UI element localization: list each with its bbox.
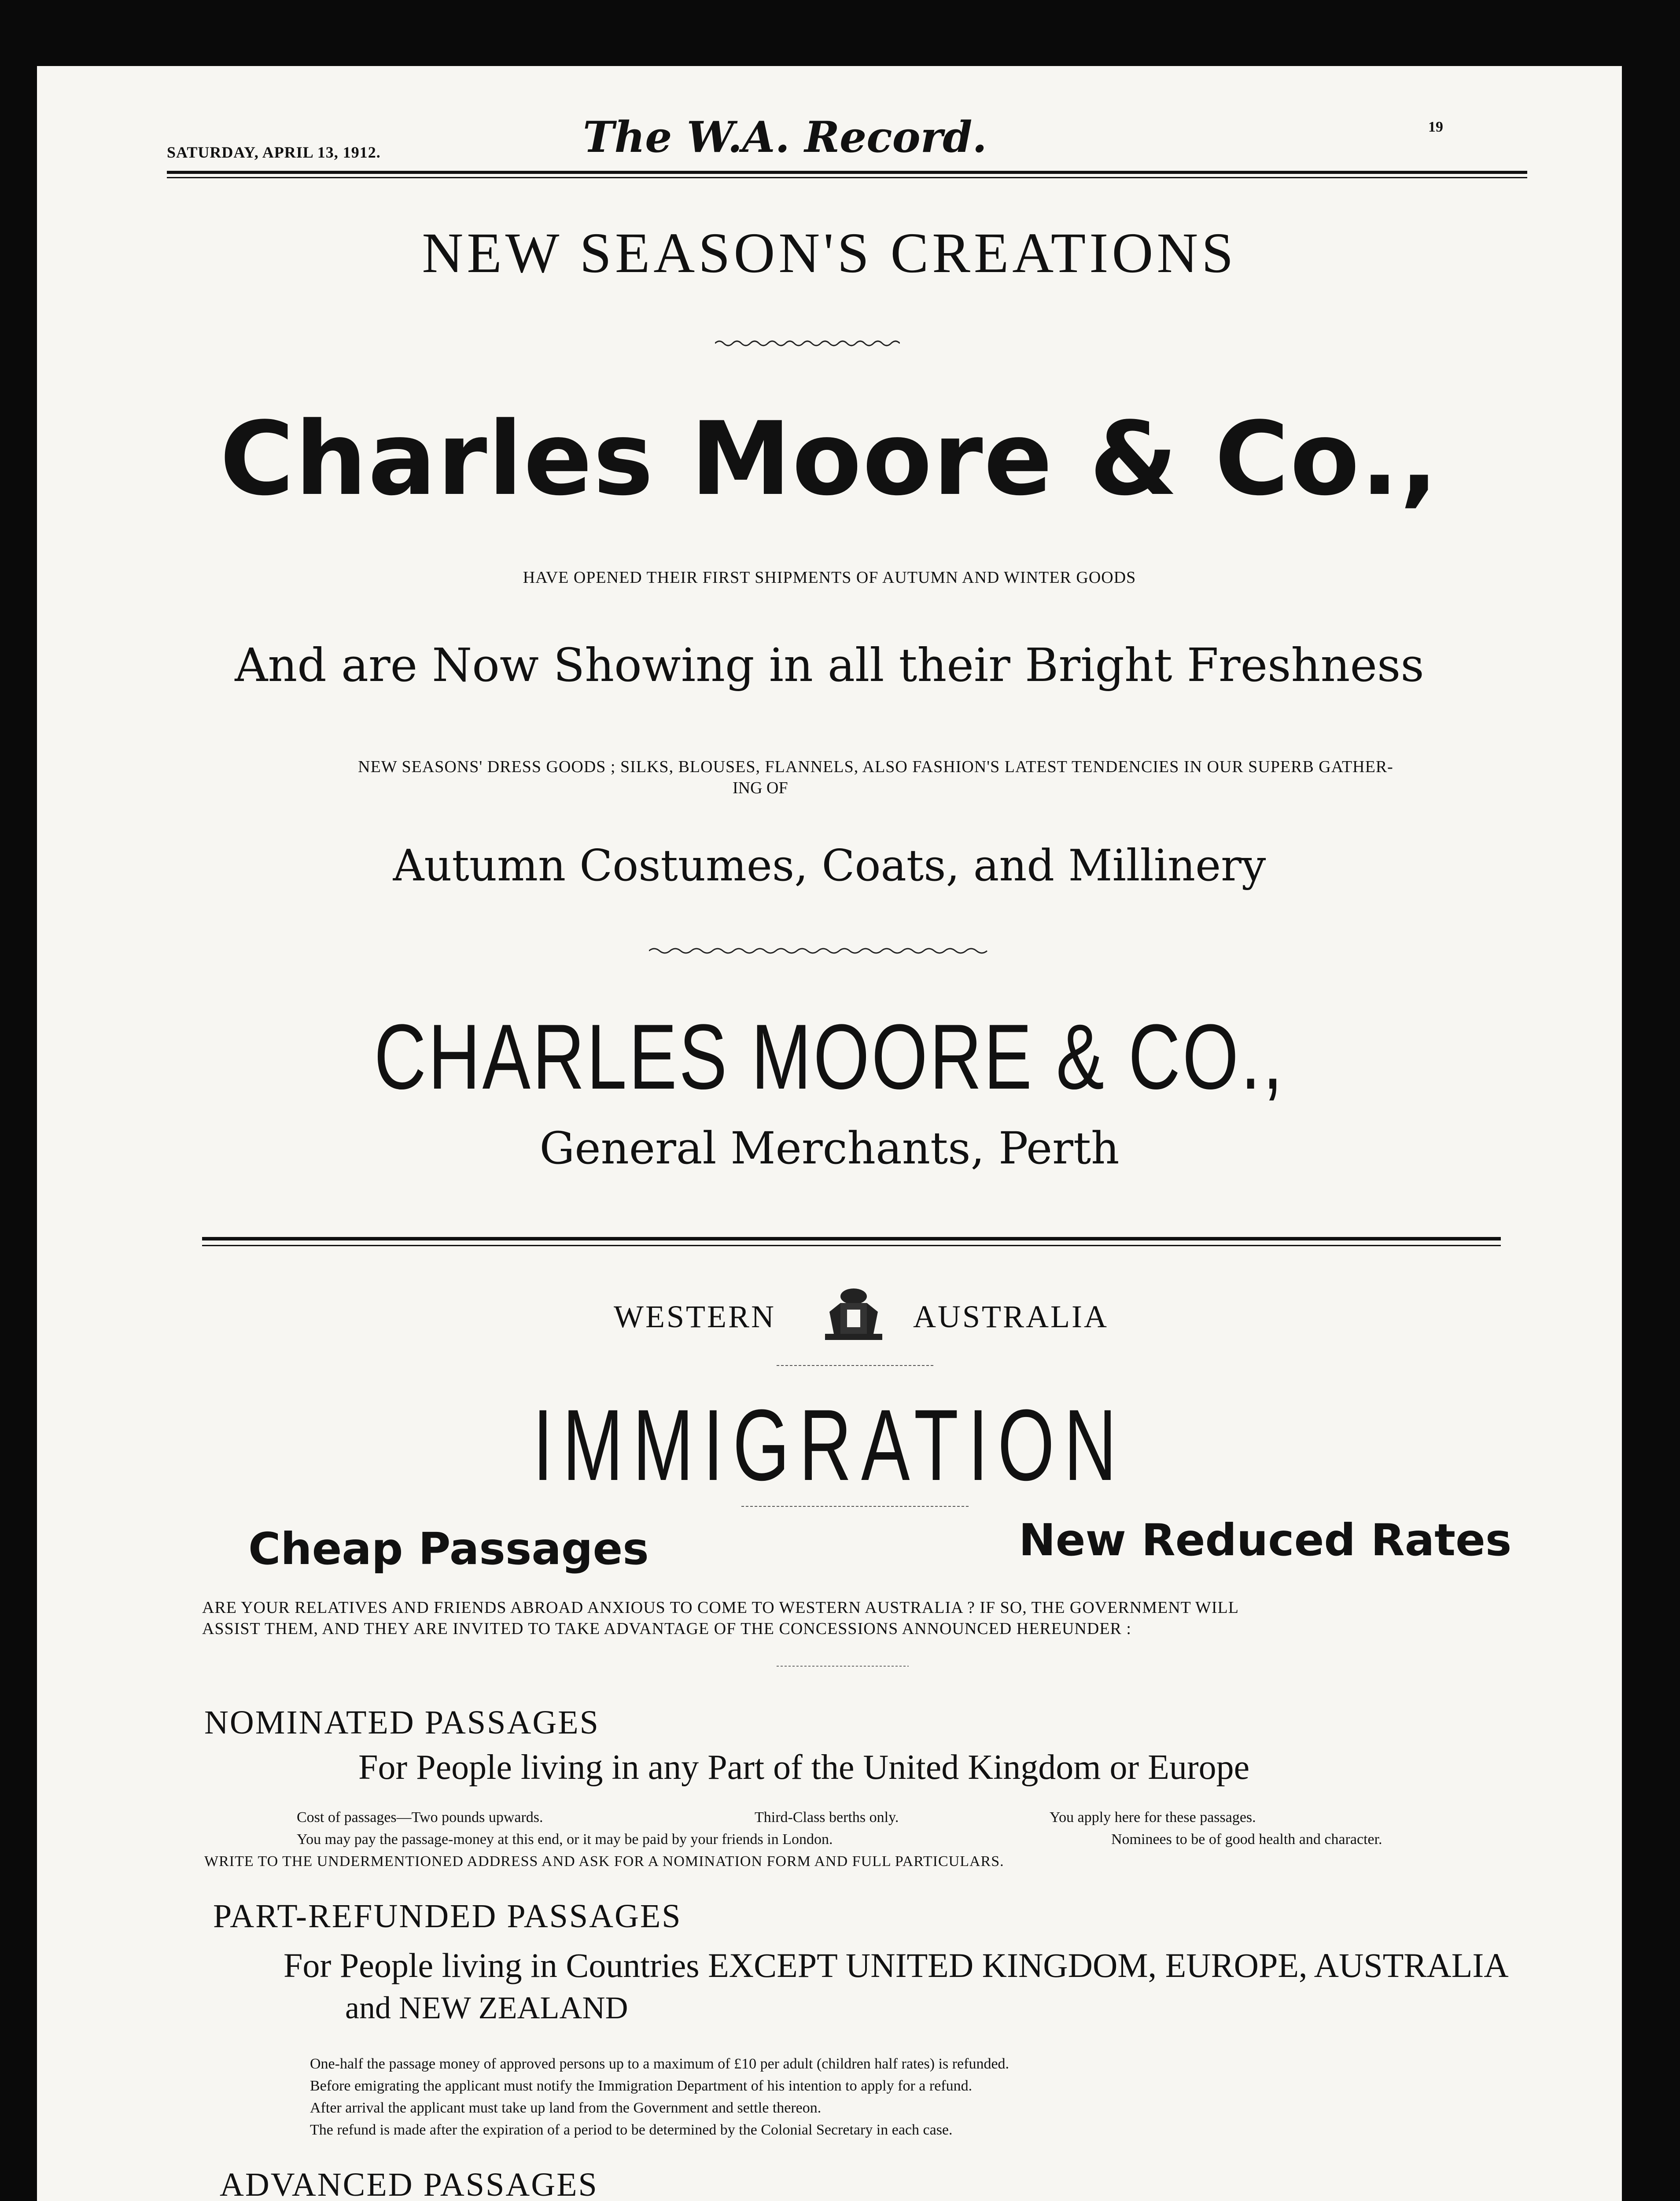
- opened-line: HAVE OPENED THEIR FIRST SHIPMENTS OF AUTUMN AND WINTER GOODS: [523, 568, 1136, 587]
- part-refunded-sub: For People living in Countries EXCEPT UNITED KINGDOM, EUROPE, AUSTRALIA: [284, 1946, 1509, 1984]
- ornament-divider-5: [777, 1664, 909, 1668]
- reduced-rates: New Reduced Rates: [1019, 1514, 1512, 1566]
- nominated-cost: Cost of passages—Two pounds upwards.: [297, 1809, 543, 1826]
- company-name: Charles Moore & Co.,: [220, 401, 1439, 518]
- part-refunded-sub-2: and NEW ZEALAND: [345, 1990, 628, 2025]
- header-rule-thick: [167, 171, 1527, 174]
- intro-line: ARE YOUR RELATIVES AND FRIENDS ABROAD ANXIOUS TO COME TO WESTERN AUSTRALIA ? IF SO, THE GOVERNMENT WILL: [202, 1598, 1239, 1617]
- nominated-berths: Third-Class berths only.: [755, 1809, 899, 1826]
- state-right: AUSTRALIA: [913, 1299, 1109, 1334]
- part-refunded-line-4: The refund is made after the expiration of a period to be determined by the Colonial Secretary in each case.: [310, 2122, 953, 2138]
- goods-line-cont: ING OF: [733, 779, 788, 797]
- ornament-divider-4: [741, 1503, 970, 1509]
- company-name-caps: CHARLES MOORE & CO.,: [374, 1005, 1285, 1108]
- part-refunded-heading: PART-REFUNDED PASSAGES: [213, 1898, 682, 1935]
- coat-of-arms-icon: [816, 1285, 891, 1347]
- part-refunded-line-3: After arrival the applicant must take up land from the Government and settle thereon.: [310, 2100, 822, 2116]
- page-number: 19: [1428, 119, 1443, 135]
- advanced-heading: ADVANCED PASSAGES: [220, 2166, 598, 2201]
- merchants-line: General Merchants, Perth: [539, 1123, 1120, 1174]
- intro-line-2: ASSIST THEM, AND THEY ARE INVITED TO TAKE ADVANTAGE OF THE CONCESSIONS ANNOUNCED HEREUNDER :: [202, 1619, 1131, 1638]
- nominated-sub: For People living in any Part of the United Kingdom or Europe: [358, 1748, 1250, 1787]
- nominated-write: WRITE TO THE UNDERMENTIONED ADDRESS AND ASK FOR A NOMINATION FORM AND FULL PARTICULARS.: [204, 1853, 1004, 1870]
- ornament-divider: [715, 339, 900, 348]
- ad-separator-thin: [202, 1245, 1501, 1246]
- showing-line: And are Now Showing in all their Bright Freshness: [235, 638, 1424, 692]
- nominated-pay: You may pay the passage-money at this end, or it may be paid by your friends in London.: [297, 1831, 833, 1848]
- nominated-health: Nominees to be of good health and character.: [1111, 1831, 1382, 1848]
- issue-date: SATURDAY, APRIL 13, 1912.: [167, 144, 381, 161]
- newspaper-page: [37, 66, 1622, 2201]
- ad-heading: NEW SEASON'S CREATIONS: [422, 221, 1237, 285]
- cheap-passages: Cheap Passages: [248, 1523, 649, 1575]
- nominated-heading: NOMINATED PASSAGES: [204, 1704, 600, 1741]
- ornament-divider-3: [777, 1362, 935, 1369]
- goods-line: NEW SEASONS' DRESS GOODS ; SILKS, BLOUSES, FLANNELS, ALSO FASHION'S LATEST TENDENCIES IN OUR SUPERB GATHER-: [358, 758, 1393, 776]
- state-left: WESTERN: [614, 1299, 776, 1334]
- masthead: The W.A. Record.: [583, 112, 987, 162]
- part-refunded-line-2: Before emigrating the applicant must notify the Immigration Department of his intention to apply for a refund.: [310, 2078, 973, 2094]
- header-rule-thin: [167, 177, 1527, 178]
- immigration-title: IMMIGRATION: [533, 1388, 1126, 1502]
- costumes-line: Autumn Costumes, Coats, and Millinery: [393, 841, 1266, 891]
- nominated-apply: You apply here for these passages.: [1050, 1809, 1256, 1826]
- ornament-divider-2: [649, 946, 992, 955]
- part-refunded-line-1: One-half the passage money of approved persons up to a maximum of £10 per adult (children half rates) is refunded.: [310, 2056, 1009, 2072]
- ad-separator-thick: [202, 1237, 1501, 1240]
